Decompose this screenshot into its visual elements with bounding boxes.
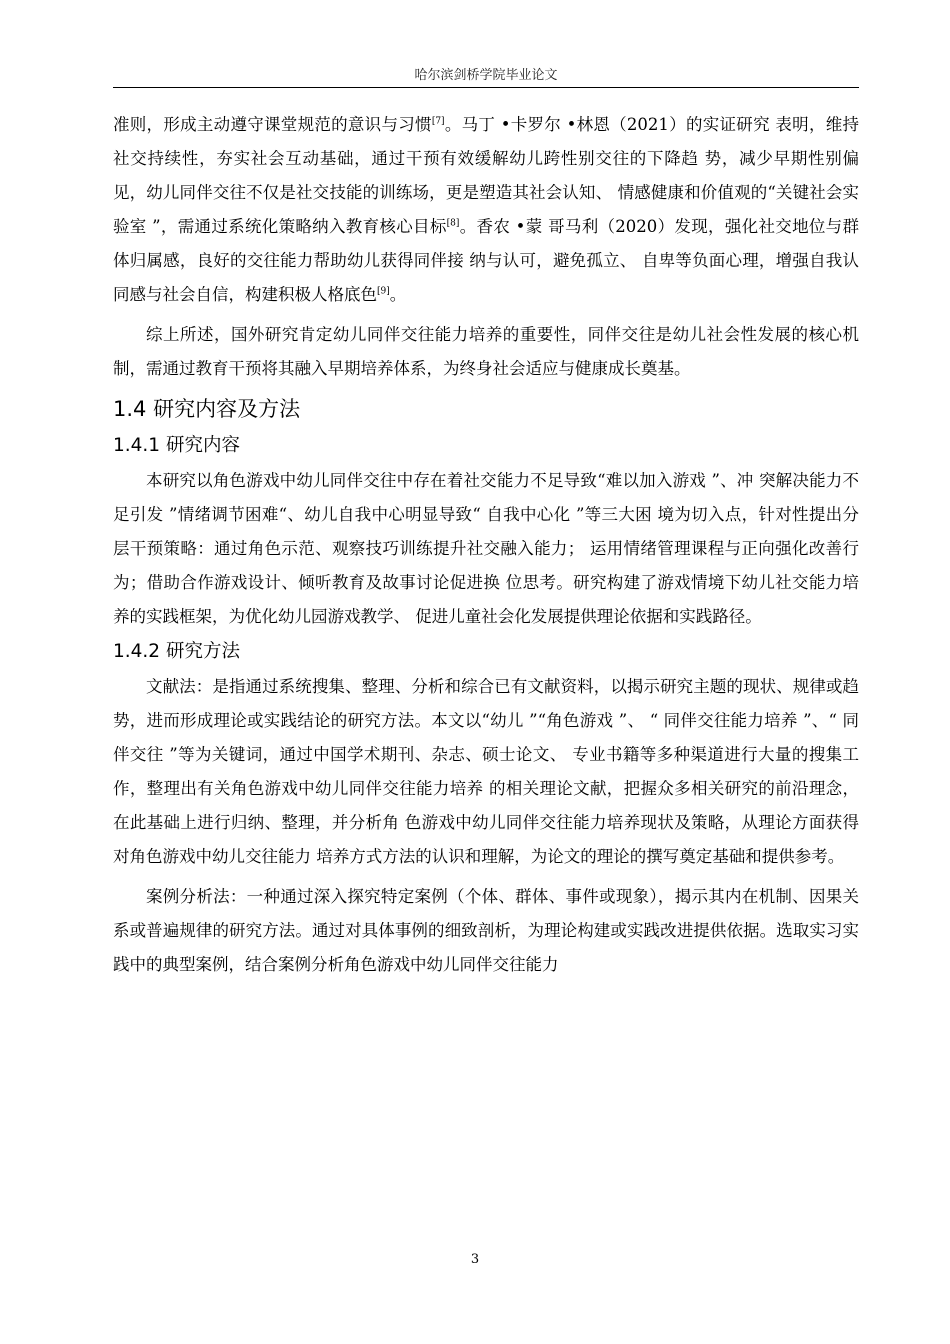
- citation-8: [8]: [446, 218, 460, 229]
- header-rule: [113, 87, 859, 88]
- body-content: [113, 108, 859, 982]
- paragraph-summary: 综上所述，国外研究肯定幼儿同伴交往能力培养的重要性，同伴交往是幼儿社会性发展的核心机制，需通过教育干预将其融入早期培养体系，为终身社会适应与健康成长奠基。: [113, 325, 859, 378]
- paragraph-research-content: 本研究以角色游戏中幼儿同伴交往中存在着社交能力不足导致“难以加入游戏 ”、冲 突解决能力不足引发 ”情绪调节困难“、幼儿自我中心明显导致“ 自我中心化 ”等三大困 境为切入点，针对性提出分层干预策略：通过角色示范、观察技巧训练提升社交融入能力； 运用情绪管理课程与正向强化改善行为；借助合作游戏设计、倾听教育及故事讨论促进换 位思考。研究构建了游戏情境下幼儿社交能力培养的实践框架，为优化幼儿园游戏教学、 促进儿童社会化发展提供理论依据和实践路径。: [113, 471, 859, 626]
- page-number: 3: [470, 1252, 480, 1267]
- citation-7: [7]: [431, 116, 445, 127]
- running-header: 哈尔滨剑桥学院毕业论文: [414, 68, 558, 83]
- text-segment: 准则，形成主动遵守课堂规范的意识与习惯: [113, 115, 432, 134]
- section-heading-1-4: 1.4 研究内容及方法: [113, 397, 301, 421]
- subsection-heading-1-4-1: 1.4.1 研究内容: [113, 435, 240, 456]
- text-segment: 。: [389, 285, 407, 304]
- text-segment: 。马丁 •卡罗尔 •林恩（2021）的实证研究 表明，维持社交持续性，夯实社会互动基础，通过干预有效缓解幼儿跨性别交往的下降趋 势，减少早期性别偏见，幼儿同伴交往不仅是社交技能的训练场，更是塑造其社会认知、 情感健康和价值观的“关键社会实验室 ”，需通过系统化策略纳入教育核心目标: [113, 115, 860, 236]
- paragraph-foreign-research: [113, 108, 859, 312]
- subsection-heading-1-4-2: 1.4.2 研究方法: [113, 641, 240, 662]
- text-segment: 。香农 •蒙 哥马利（2020）发现，强化社交地位与群体归属感，良好的交往能力帮助幼儿获得同伴接 纳与认可，避免孤立、 自卑等负面心理，增强自我认同感与社会自信，构建积极人格底色: [113, 217, 859, 304]
- citation-9: [9]: [377, 286, 390, 297]
- paragraph-case-method: 案例分析法：一种通过深入探究特定案例（个体、群体、事件或现象），揭示其内在机制、因果关系或普遍规律的研究方法。通过对具体事例的细致剖析，为理论构建或实践改进提供依据。选取实习实践中的典型案例，结合案例分析角色游戏中幼儿同伴交往能力: [113, 887, 859, 974]
- paragraph-literature-method: 文献法：是指通过系统搜集、整理、分析和综合已有文献资料，以揭示研究主题的现状、规律或趋势，进而形成理论或实践结论的研究方法。本文以“幼儿 ”“角色游戏 ”、 “ 同伴交往能力培养 ”、“ 同伴交往 ”等为关键词，通过中国学术期刊、杂志、硕士论文、 专业书籍等多种渠道进行大量的搜集工作，整理出有关角色游戏中幼儿同伴交往能力培养 的相关理论文献，把握众多相关研究的前沿理念，在此基础上进行归纳、整理，并分析角 色游戏中幼儿同伴交往能力培养现状及策略，从理论方面获得对角色游戏中幼儿交往能力 培养方式方法的认识和理解，为论文的理论的撰写奠定基础和提供参考。: [113, 677, 859, 866]
